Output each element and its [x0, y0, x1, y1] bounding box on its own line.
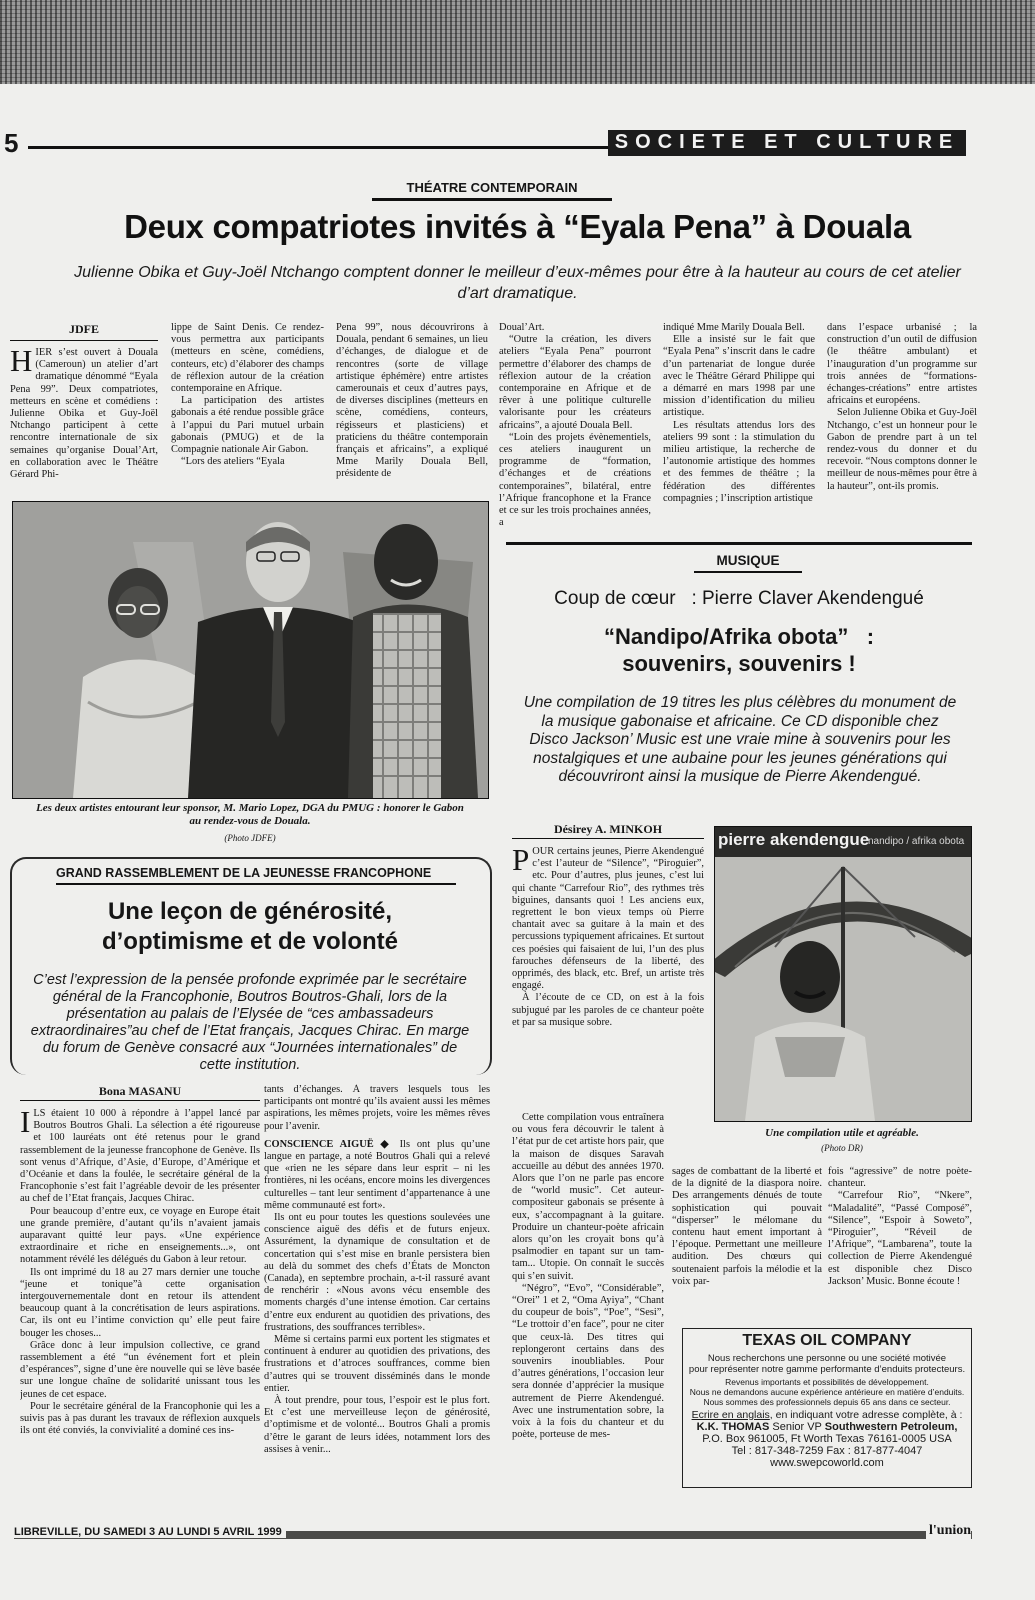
ad-line6-rest: , en indiquant votre adresse complète, à :	[769, 1409, 963, 1421]
article3-kicker: MUSIQUE	[716, 553, 780, 568]
article2-col1-p1: LS étaient 10 000 à répondre à l’appel lancé par Boutros Boutros Ghali. La sélection a été rigoureuse et 100 lauréats ont été retenus pour le grand rassemblement de la jeunesse francophone de Genève. Ils sont venus d’Afrique, d’Asie, d’Europe, d’Amérique et d’Océanie et dans la foulée, le secrétaire général de la Francophonie s’est fait l’agréable devoir de les présenter au chef de l’Etat français, Jacques Chirac.	[20, 1108, 260, 1205]
ad-line6-underlined: Ecrire en anglais	[691, 1409, 770, 1421]
article3-photo-caption: Une compilation utile et agréable.	[765, 1127, 919, 1139]
cd-cover-title: nandipo / afrika obota	[868, 836, 965, 847]
footer-masthead: l'union	[926, 1523, 971, 1539]
article2-dropcap: I	[20, 1108, 31, 1139]
page-number: 5	[4, 128, 19, 158]
article3-col1-p2: À l’écoute de ce CD, on est à la fois subjugué par les paroles de ce chanteur poète et par sa musique sobre.	[512, 992, 704, 1028]
article3-pretitle: Coup de cœur : Pierre Claver Akendengué	[554, 588, 924, 609]
ad-line1: Nous recherchons une personne ou une société motivée	[707, 1353, 947, 1364]
ad-contact-company: Southwestern Petroleum,	[824, 1421, 958, 1433]
article1-column-6	[827, 322, 977, 532]
article2-byline-rule	[20, 1100, 260, 1101]
section-title: SOCIETE ET CULTURE	[614, 131, 960, 153]
article3-headline-line1: “Nandipo/Afrika obota” :	[603, 624, 875, 649]
article1-col5-p1: indiqué Mme Marily Douala Bell.	[663, 322, 805, 333]
article2-kicker: GRAND RASSEMBLEMENT DE LA JEUNESSE FRANCOPHONE	[56, 866, 432, 880]
article1-col1-text: IER s’est ouvert à Douala (Cameroun) un atelier d’art dramatique dénommé “Eyala Pena 99”. Deux compatriotes, metteurs en scène et comédiens : Julienne Obika et Guy-Joël Ntchango participent à cette rencontre internationale de six semaines qu’organise Doual’Art, en collaboration avec le Théâtre Gérard Phi-	[10, 347, 158, 481]
cd-cover-photo	[714, 826, 972, 1122]
article3-col1-p1: OUR certains jeunes, Pierre Akendengué c’est l’auteur de “Silence”, “Piroguier”, etc. Pour d’autres, plus jeunes, c’est lui qui chante “Carrefour Rio”, des rythmes très biguines, dansants quoi ! Les anciens eux, regrettent le bon vieux temps où Pierre chantait avec sa guitare à la main et des percussions typiquement africaines. Et surtout ces poésies qui faisaient de lui, l’un des plus farouches défenseurs de la liberté, des opprimés, des black, etc. Bref, un artiste très engagé.	[512, 846, 704, 992]
article1-col4-p2: “Outre la création, les divers ateliers “Eyala Pena” pourront permettre d’élaborer des champs de réflexion autour de la création contemporaine en Afrique et de rêver à une politique culturelle valorisante pour les créateurs africains”, a ajouté Douala Bell.	[499, 334, 651, 431]
article1-kicker: THÉATRE CONTEMPORAIN	[406, 180, 578, 195]
article1-col4-p3: “Loin des projets évènementiels, ces ateliers inaugurent un programme de “formation, d’échanges et de créations contemporaines”, bilatéral, entre l’Afrique francophone et la France et ce sur les trois prochaines années, a	[499, 431, 651, 529]
article1-col6-p1: dans l’espace urbanisé ; la construction d’un outil de diffusion (le théâtre ambulant) et l’inauguration d’un programme sur trois années de “formations-échanges-créations” entre artistes africains et européens.	[827, 322, 977, 407]
article1-photo-image	[13, 502, 488, 798]
ad-title: TEXAS OIL COMPANY	[742, 1332, 912, 1349]
article1-col5-p2: Elle a insisté sur le fait que “Eyala Pena” s’inscrit dans le cadre d’un partenariat de longue durée avec le Théâtre Gérard Philippe qui a démarré en mars 1998 par une mission d’identification du milieu artistique.	[663, 334, 815, 419]
article1-col2-p2: La participation des artistes gabonais a été rendue possible grâce à l’appui du Pari mutuel urbain gabonais (PMUG) et de la Compagnie nationale Air Gabon.	[171, 395, 324, 456]
article3-dropcap: P	[512, 846, 530, 877]
scan-noise-strip	[0, 0, 1035, 90]
article2-subhead: CONSCIENCE AIGUË ◆	[264, 1138, 393, 1150]
article1-col3-p1: Pena 99”, nous découvrirons à Douala, pendant 6 semaines, un lieu d’échanges, de dialogue et de rencontres (sorte de village artistique éphémère) entre artistes camerounais et ceux d’autres pays, de diverses disciplines (metteurs en scène, comédiens, conteurs, régisseurs et plasticiens) et praticiens du théâtre contemporain français et africains”, a expliqué Mme Marily Douala Bell, présidente de	[336, 322, 488, 480]
article2-col2-p1: Ils ont eu pour toutes les questions soulevées une conscience aiguë des défis et de futurs enjeux. Assurément, la dynamique de consultation et de concertation qui s’est mise en branle persistera bien au delà du sommet des chefs d’États de Moncton (Canada), en septembre prochain, a-t-il rassuré avant de renchérir : «Nous avons vécu ensemble des moments chargés d’une intense émotion. Car certains d’entre eux endurent au quotidien des privations, des frustrations, des souffrances terribles».	[264, 1212, 490, 1333]
article3-byline-rule	[512, 838, 704, 839]
article2-byline: Bona MASANU	[98, 1084, 182, 1098]
article3-headline-line2: souvenirs, souvenirs !	[622, 651, 856, 676]
article1-photo	[12, 501, 489, 799]
article2-col2-lead: tants d’échanges. À travers lesquels tous les participants ont montré qu’ils avaient aussi les mêmes aspirations, les mêmes projets, voire les mêmes rêves pour l’avenir.	[264, 1084, 490, 1132]
article1-col6-p2: Selon Julienne Obika et Guy-Joël Ntchango, c’est un honneur pour le Gabon de prendre part à un tel rendez-vous du donner et du recevoir. “Nous comptons donner le meilleur de nous-mêmes pour être à la hauteur”, ont-ils promis.	[827, 407, 977, 492]
article1-kicker-rule	[372, 198, 612, 201]
article2-col2-sub: Ils ont plus qu’une langue en partage, a noté Boutros Ghali qui a relevé que «rien ne les sépare dans leur esprit – ni les frontières, ni les océans, encore moins les divergences culturelles – tant leur sentiment d’appartenance à une même communauté est fort».	[264, 1138, 490, 1211]
article3-column-3	[828, 1166, 972, 1328]
article2-headline-line2: d’optimisme et de volonté	[101, 928, 399, 955]
footer-dateline: LIBREVILLE, DU SAMEDI 3 AU LUNDI 5 AVRIL 1999	[14, 1526, 286, 1538]
article3-photo-credit: (Photo DR)	[821, 1143, 863, 1153]
article1-intro: Julienne Obika et Guy-Joël Ntchango comptent donner le meilleur d’eux-mêmes pour être à la hauteur au cours de cet atelier d’art dramatique.	[74, 264, 961, 302]
article3-kicker-rule	[694, 571, 802, 573]
ad-line3: Revenus importants et possibilités de développement.	[725, 1377, 929, 1387]
article2-col2-p2: Même si certains parmi eux portent les stigmates et continuent à endurer au quotidien des privations, des frustrations et d’atroces souffrances, comme bien d’autres qui se trouvent disséminés dans le monde entier.	[264, 1334, 490, 1394]
article1-byline-rule	[10, 340, 158, 341]
article2-col1-p2: Pour beaucoup d’entre eux, ce voyage en Europe était une grande première, d’autant qu’ils n’avaient jamais auparavant quitté leur pays. «Une expérience extraordinaire et riche en enseignements...», ont notamment révélé les délégués du Gabon à leur retour.	[20, 1205, 260, 1266]
article2-col1-p4: Grâce donc à leur impulsion collective, ce grand rassemblement a été “un événement fort et plein d’espérances”, signe d’une ère nouvelle qui se lève basée sur une longue chaîne de solidarité unissant tous les jeunes de cet espace.	[20, 1339, 260, 1400]
article2-col1-p3: Ils ont imprimé du 18 au 27 mars dernier une touche “jeune et tonique”à cette organisation intergouvernementale dont en retour ils attendent beaucoup quant à la concrétisation de leurs aspirations. Car, ils ont eu l’intime conviction qu’ elle peut faire bouger les choses...	[20, 1266, 260, 1339]
article1-col5-p3: Les résultats attendus lors des ateliers 99 sont : la stimulation du milieu artistique, la recherche de l’autonomie artistique des hommes et des femmes de théâtre ; la fédération des différentes compagnies ; l’inscription artistique	[663, 419, 815, 504]
article2-col1-p5: Pour le secrétaire général de la Francophonie qui les a suivis pas à pas durant les travaux de réflexion auxquels ils ont été conviés, la convivialité a dominé ces ins-	[20, 1400, 260, 1437]
article2-col2-p3: À tout prendre, pour tous, l’espoir est le plus fort. Et c’est une merveilleuse leçon de générosité, d’optimisme et de volonté... Boutros Ghali a promis d’être le garant de leurs idées, notamment lors des assises à venir...	[264, 1395, 490, 1455]
article1-col2-p1: lippe de Saint Denis. Ce rendez-vous permettra aux participants (metteurs en scène, comédiens, conteurs, etc) d’élaborer des champs de réflexion autour de la création contemporaine en Afrique.	[171, 322, 324, 395]
article3-intro: Une compilation de 19 titres les plus célèbres du monument de la musique gabonaise et africaine. Ce CD disponible chez Disco Jackson’ Music est une vraie mine à souvenirs pour les nostalgiques et une aubaine pour les jeunes générations qui découvriront ainsi la musique de Pierre Akendengué.	[523, 694, 957, 785]
ad-contact-name: K.K. THOMAS	[696, 1421, 770, 1433]
article2-kicker-rule	[56, 883, 456, 885]
ad-website: www.swepcoworld.com	[770, 1457, 884, 1469]
ad-contact-role: Senior VP	[769, 1421, 825, 1433]
cd-cover-image	[715, 827, 971, 1121]
article1-column-3	[336, 322, 488, 489]
header-rule	[28, 146, 608, 149]
article1-dropcap: H	[10, 347, 33, 378]
ad-phone: Tel : 817-348-7259 Fax : 817-877-4047	[731, 1445, 923, 1457]
article1-photo-caption: Les deux artistes entourant leur sponsor, M. Mario Lopez, DGA du PMUG : honorer le Gabon au rendez-vous de Douala.	[36, 802, 464, 827]
article1-column-1	[10, 347, 158, 489]
article1-col2-p3: “Lors des ateliers “Eyala	[181, 456, 285, 468]
article3-byline: Désirey A. MINKOH	[553, 822, 663, 836]
article2-column-2	[264, 1084, 490, 1512]
article3-column-1-bottom	[512, 1112, 664, 1512]
article2-headline-line1: Une leçon de générosité,	[107, 898, 393, 925]
ad-line4: Nous ne demandons aucune expérience antérieure en matière d’enduits.	[689, 1387, 965, 1397]
texas-oil-ad	[682, 1328, 972, 1488]
article1-column-5	[663, 322, 815, 532]
article1-headline: Deux compatriotes invités à “Eyala Pena” à Douala	[124, 208, 911, 245]
article2-column-1	[20, 1108, 260, 1512]
article3-col1-p4: “Négro”, “Evo”, “Considérable”, “Orei” 1 et 2, “Oma Ayiya”, “Chant du coupeur de bois”, “Poe”, “Sesi”, “Le trottoir d’en face”, pour ne citer que ceux-là. Des titres qui replongeront certains dans des souvenirs inoubliables. Pour d’autres générations, l’occasion leur sera donnée d’apprécier la musique autrement de Pierre Akendengué. Avec une instrumentation sobre, la voix à la fois du chanteur et du poète, porteuse de mes-	[512, 1282, 664, 1441]
article3-col2-p1: sages de combattant de la liberté et de la dignité de la diaspora noire. Des arrangements dénués de toute sophistication qui pouvait “disperser” le mélomane du contenu haut ement important à l’époque. Permettant une meilleure audition. Des chœurs qui soutenaient parfois la mélodie et la voix par-	[672, 1166, 822, 1287]
article1-column-4	[499, 322, 651, 532]
cd-cover-artist: pierre akendengue	[718, 830, 870, 849]
ad-line5: Nous sommes des professionnels depuis 65 ans dans ce secteur.	[703, 1397, 951, 1407]
article3-col1-p3: Cette compilation vous entraînera ou vous fera découvrir le talent à l’état pur de cet artiste hors pair, que la maison de disques Saravah accueille au début des années 1970. Alors que l’on ne parle pas encore de “world music”. Cet auteur-compositeur gabonais se présente à eux, s’accompagnant à la guitare. Produire un chanteur-poète africain alors qu’on les croyait bons qu’à psalmodier en tapant sur un tam-tam... Utopie. On connaît le succès qui s’en suivit.	[512, 1112, 664, 1282]
article1-column-2	[171, 322, 324, 489]
article3-col3-p2: “Carrefour Rio”, “Nkere”, “Maladalité”, “Passé Composé”, “Silence”, “Espoir à Soweto”, “Piroguier”, “Réveil de l’Afrique”, “Lambarena”, toute la collection de Pierre Akendengué est disponible chez Disco Jackson’ Music. Bonne écoute !	[828, 1190, 972, 1287]
article3-column-2	[672, 1166, 822, 1328]
article1-byline: JDFE	[69, 322, 99, 336]
article3-top-rule	[506, 542, 972, 545]
article3-column-1-top	[512, 846, 704, 1110]
ad-address: P.O. Box 961005, Ft Worth Texas 76161-0005 USA	[702, 1433, 952, 1445]
article1-photo-credit: (Photo JDFE)	[224, 833, 276, 843]
article3-col3-p1: fois “agressive” de notre poète-chanteur.	[828, 1166, 972, 1190]
article1-col4-p1: Doual’Art.	[499, 322, 545, 333]
article2-intro: C’est l’expression de la pensée profonde exprimée par le secrétaire général de la Francophonie, Boutros Boutros-Ghali, lors de la présentation au palais de l’Elysée de “ces ambassadeurs extraordinaires”au chef de l’Etat français, Jacques Chirac. En marge du forum de Genève consacré aux “Journées internationales” de cette institution.	[30, 972, 470, 1073]
ad-line2: pour représenter notre gamme performante d’enduits protecteurs.	[688, 1364, 966, 1375]
